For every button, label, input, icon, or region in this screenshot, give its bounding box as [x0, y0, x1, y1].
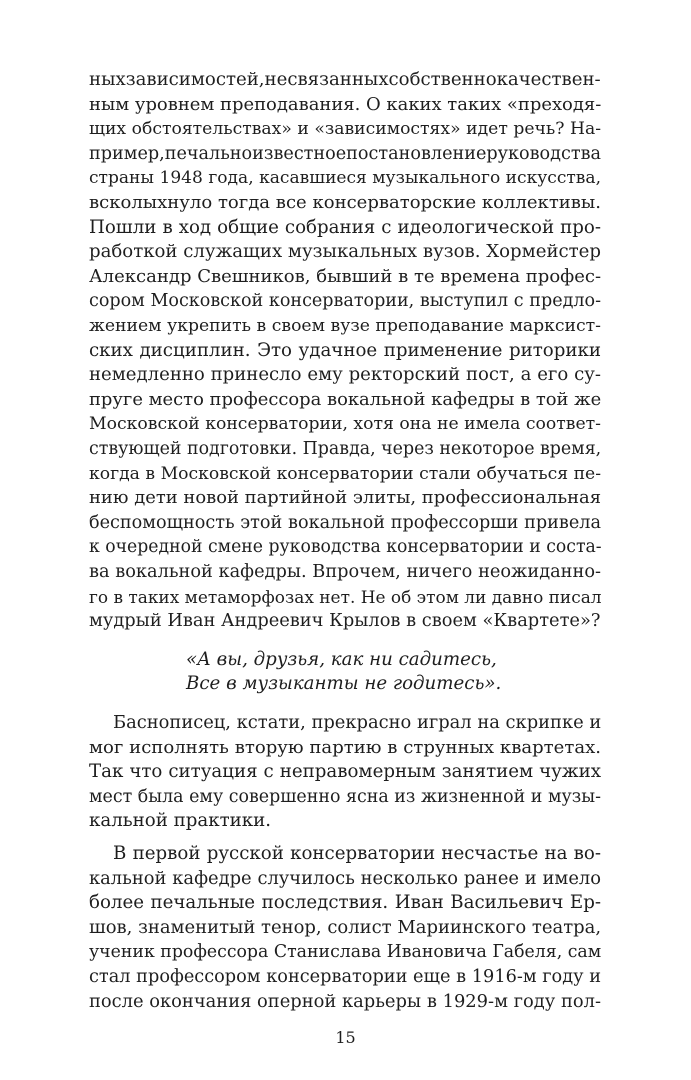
- text-line: ских дисциплин. Это удачное применение риторики: [89, 340, 601, 361]
- text-line: после окончания оперной карьеры в 1929-м году пол-: [89, 991, 601, 1012]
- text-line: пруге место профессора вокальной кафедры в той же: [89, 389, 602, 410]
- text-line: кальной практики.: [89, 810, 272, 831]
- text-line: Московской консерватории, хотя она не имела соответ-: [89, 414, 601, 434]
- text-line: стал профессором консерватории еще в 1916-м году и: [89, 967, 601, 987]
- text-line: беспомощность этой вокальной профессорши привела: [89, 513, 601, 533]
- text-line: Александр Свешников, бывший в те времена профес-: [89, 266, 602, 287]
- text-line: более печальные последствия. Иван Васильевич Ер-: [89, 892, 601, 913]
- text-line: когда в Московской консерватории стали обучаться пе-: [89, 464, 601, 484]
- poem-quote-line: «А вы, друзья, как ни садитесь,: [186, 649, 497, 670]
- text-line: щих обстоятельствах» и «зависимостях» идет речь? На-: [89, 119, 601, 139]
- text-line: Баснописец, кстати, прекрасно играл на скрипке и: [113, 712, 602, 733]
- text-line: ученик профессора Станислава Ивановича Габеля, сам: [89, 942, 602, 962]
- text-line: шов, знаменитый тенор, солист Мариинского театра,: [89, 917, 602, 938]
- page-number: 15: [335, 1028, 356, 1047]
- text-line: жением укрепить в своем вузе преподавание марксист-: [89, 316, 601, 336]
- text-line: В первой русской консерватории несчастье на во-: [113, 843, 601, 864]
- text-line: пример,печальноизвестноепостановлениеруководства: [89, 144, 601, 164]
- poem-quote-line: Все в музыканты не годитесь».: [186, 673, 502, 694]
- text-line: мудрый Иван Андреевич Крылов в своем «Квартете»?: [89, 610, 601, 631]
- text-line: Пошли в ход общие собрания с идеологической про-: [89, 217, 601, 238]
- text-line: работкой служащих музыкальных вузов. Хормейстер: [89, 241, 601, 262]
- text-line: го в таких метаморфозах нет. Не об этом ли давно писал: [89, 587, 602, 607]
- text-line: сором Московской консерватории, выступил с предло-: [89, 291, 601, 311]
- text-line: ным уровнем преподавания. О каких таких «преходя-: [89, 94, 602, 115]
- text-line: кальной кафедре случилось несколько ранее и имело: [89, 868, 601, 889]
- text-line: ныхзависимостей,несвязанныхсобственнокачествен-: [89, 69, 601, 90]
- text-line: ва вокальной кафедры. Впрочем, ничего неожиданно-: [89, 562, 601, 582]
- text-line: мест была ему совершенно ясна из жизненной и музы-: [89, 787, 601, 807]
- text-line: немедленно принесло ему ректорский пост, а его су-: [89, 364, 601, 385]
- text-line: всколыхнуло тогда все консерваторские коллективы.: [89, 192, 601, 213]
- text-line: к очередной смене руководства консерватории и соста-: [89, 537, 602, 557]
- text-line: мог исполнять вторую партию в струнных квартетах.: [89, 737, 601, 758]
- text-line: нию дети новой партийной элиты, профессиональная: [89, 487, 601, 508]
- text-line: страны 1948 года, касавшиеся музыкального искусства,: [89, 168, 601, 188]
- text-line: Так что ситуация с неправомерным занятием чужих: [89, 761, 601, 782]
- text-line: ствующей подготовки. Правда, через некоторое время,: [89, 439, 602, 459]
